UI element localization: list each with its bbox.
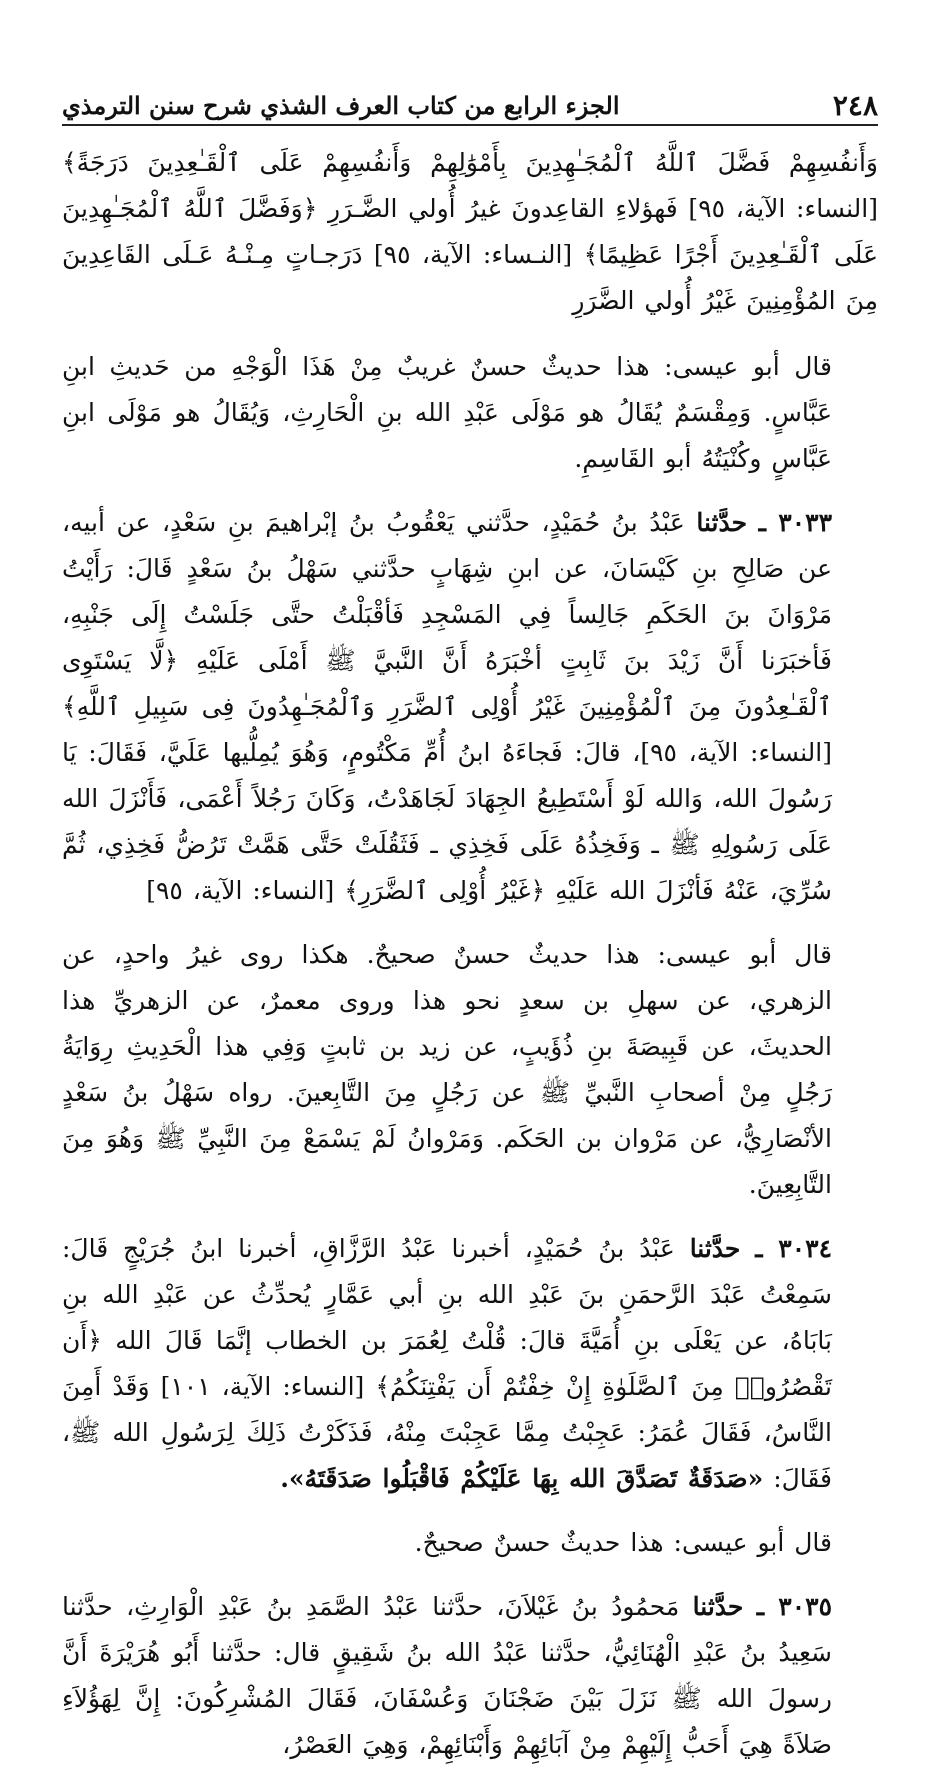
paragraph-text: قال أبو عيسى: هذا حديثٌ حسنٌ غريبٌ مِنْ هَذَا الْوَجْهِ من حَديثِ ابنِ عَبَّاسٍ. وَمِقْسَمٌ يُقَالُ هو مَوْلَى عَبْدِ الله بنِ الْحَارِثِ، وَيُقَالُ هو مَوْلَى ابنِ عَبَّاسٍ وكُنْيَتُهُ أبو القَاسِمِ. xyxy=(62,352,832,473)
paragraph-text: قال أبو عيسى: هذا حديثٌ حسنٌ صحيحٌ. هكذا روى غيرُ واحدٍ، عن الزهري، عن سهلِ بن سعدٍ نحو هذا وروى معمرٌ، عن الزهريِّ هذا الحديثَ، عن قَبِيصَةَ بنِ ذُؤَيبٍ، عن زيد بن ثابتٍ وَفِي هذا الْحَدِيثِ رِوَايَةُ رَجُلٍ مِنْ أصحابِ النَّبيِّ ﷺ عن رَجُلٍ مِنَ التَّابِعينَ. رواه سَهْلُ بنُ سَعْدٍ الأنْصَارِيُّ، عن مَرْوان بن الحَكَم. وَمَرْوانُ لَمْ يَسْمَعْ مِنَ النَّبِيِّ ﷺ وَهُوَ مِنَ التَّابِعِينَ. xyxy=(62,940,832,1199)
hadith-lead: حدَّثنا xyxy=(692,1592,744,1621)
hadith-lead: حدَّثنا xyxy=(689,1234,741,1263)
paragraph-quran-continuation xyxy=(62,140,878,324)
running-title: الجزء الرابع من كتاب العرف الشذي شرح سنن الترمذي xyxy=(62,91,620,120)
hadith-number: ٣٠٣٣ ـ xyxy=(758,508,833,537)
hadith-lead: حدَّثنا xyxy=(696,508,748,537)
hadith-3033 xyxy=(62,500,878,914)
hadith-number: ٣٠٣٤ ـ xyxy=(755,1234,832,1263)
paragraph-text: قال أبو عيسى: هذا حديثٌ حسنٌ صحيحٌ. xyxy=(414,1528,832,1557)
paragraph-commentary-abu-isa xyxy=(62,932,878,1208)
paragraph-text: وَأَنفُسِهِمْ فَضَّلَ ٱللَّهُ ٱلْمُجَـٰهِدِينَ بِأَمْوَٰلِهِمْ وَأَنفُسِهِمْ عَلَى ٱلْقَـٰعِدِينَ دَرَجَةً﴾ [النساء: الآية، ٩٥] فَهؤلاءِ القاعِدونَ غيرُ أُولي الضَّـرَرِ ﴿وَفَضَّلَ ٱللَّهُ ٱلْمُجَـٰهِدِينَ عَلَى ٱلْقَـٰعِدِينَ أَجْرًا عَظِيمًا﴾ [النـساء: الآية، ٩٥] دَرَجـاتٍ مِـنْـهُ عَـلَى القَاعِدِينَ مِنَ المُؤْمِنِينَ غَيْرُ أُولي الضَّرَرِ xyxy=(62,148,878,315)
paragraph-commentary-abu-isa xyxy=(62,344,878,482)
prophetic-saying: «صَدَقَةٌ تَصَدَّقَ الله بِهَا عَلَيْكُمْ فَاقْبَلُوا صَدَقَتَهُ». xyxy=(280,1464,764,1493)
hadith-text: عَبْدُ بنُ حُمَيْدٍ، أخبرنا عَبْدُ الرَّزَّاقِ، أخبرنا ابنُ جُرَيْجٍ قَالَ: سَمِعْتُ عَبْدَ الرَّحمَنِ بنَ عَبْدِ الله بنِ أبي عَمَّارٍ يُحدِّثُ عن عَبْدِ الله بنِ بَابَاهُ، عن يَعْلَى بنِ أُمَيَّةَ قالَ: قُلْتُ لِعُمَرَ بن الخطاب إنَّمَا قَالَ الله ﴿أَن تَقْصُرُوا۟ مِنَ ٱلصَّلَوٰةِ إِنْ خِفْتُمْ أَن يَفْتِنَكُمُ﴾ [النساء: الآية، ١٠١] وَقَدْ أَمِنَ النَّاسُ، فَقَالَ عُمَرُ: عَجِبْتُ مِمَّا عَجِبْتَ مِنْهُ، فَذَكَرْتُ ذَلِكَ لِرَسُولِ الله ﷺ، فَقَالَ: xyxy=(62,1234,832,1493)
hadith-text: مَحمُودُ بنُ غَيْلاَنَ، حدَّثنا عَبْدُ الصَّمَدِ بنُ عَبْدِ الْوَارِثِ، حدَّثنا سَعِيدُ بنُ عَبْدِ الْهُنَائِيُّ، حدَّثنا عَبْدُ الله بنُ شَقِيقٍ قال: حدَّثنا أَبُو هُرَيْرَةَ أَنَّ رسولَ الله ﷺ نَزَلَ بَيْنَ ضَجْنَانَ وَعُسْفَانَ، فَقَالَ المُشْرِكُونَ: إِنَّ لِهَؤُلاَءِ صَلاَةً هِيَ أَحَبُّ إِلَيْهِمْ مِنْ آبَائِهِمْ وَأَبْنَائِهِمْ، وَهِيَ العَصْرُ، xyxy=(62,1592,832,1759)
hadith-3034 xyxy=(62,1226,878,1502)
hadith-number: ٣٠٣٥ ـ xyxy=(756,1592,833,1621)
hadith-3035 xyxy=(62,1584,878,1768)
page-header xyxy=(62,82,878,126)
hadith-text: عَبْدُ بنُ حُمَيْدٍ، حدَّثني يَعْقُوبُ بنُ إبْراهيمَ بنِ سَعْدٍ، عن أبيه، عن صَالِحِ بنِ كَيْسَانَ، عن ابنِ شِهَابٍ حدَّثني سَهْلُ بنُ سَعْدٍ قَالَ: رَأَيْتُ مَرْوَانَ بنَ الحَكَمِ جَالِساً فِي المَسْجِدِ فَأقْبَلْتُ حتَّى جَلَسْتُ إِلَى جَنْبِهِ، فَأخبَرَنا أَنَّ زَيْدَ بنَ ثَابِتٍ أخْبَرَهُ أَنَّ النَّبيَّ ﷺ أَمْلَى عَلَيْهِ ﴿لَّا يَسْتَوِى ٱلْقَـٰعِدُونَ مِنَ ٱلْمُؤْمِنِينَ غَيْرُ أُوْلِى ٱلضَّرَرِ وَٱلْمُجَـٰهِدُونَ فِى سَبِيلِ ٱللَّهِ﴾ [النساء: الآية، ٩٥]، قالَ: فَجاءَهُ ابنُ أُمِّ مَكْتُومٍ، وَهُوَ يُمِلُّيها عَلَيَّ، فَقَالَ: يَا رَسُولَ الله، وَالله لَوْ أَسْتَطِيعُ الجِهَادَ لَجَاهَدْتُ، وَكَانَ رَجُلاً أَعْمَى، فَأَنْزَلَ الله عَلَى رَسُولِهِ ﷺ ـ وَفَخِذُهُ عَلَى فَخِذِي ـ فَثَقُلَتْ حَتَّى هَمَّتْ تَرُضُّ فَخِذِي، ثُمَّ سُرِّيَ، عَنْهُ فَأنْزَلَ الله عَلَيْهِ ﴿غَيْرُ أُوْلِى ٱلضَّرَرِ﴾ [النساء: الآية، ٩٥] xyxy=(62,508,832,905)
paragraph-commentary-abu-isa xyxy=(62,1520,878,1566)
page-body xyxy=(62,140,878,1786)
page-number: ٢٤٨ xyxy=(832,89,878,122)
